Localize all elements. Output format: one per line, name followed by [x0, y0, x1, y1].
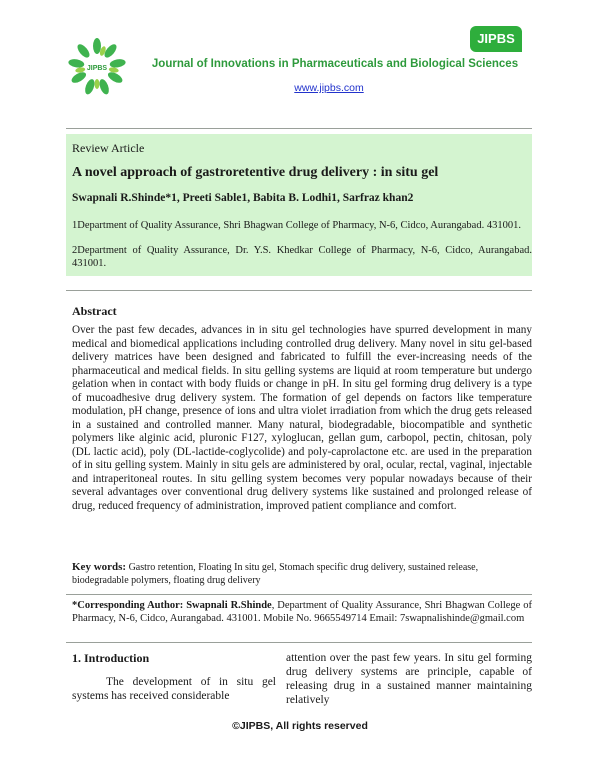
affiliation-2: 2Department of Quality Assurance, Dr. Y.S. Khedkar College of Pharmacy, N-6, Cidco, Aurangabad. 431001.: [72, 245, 532, 269]
divider-above-abstract: [66, 290, 532, 291]
article-type: Review Article: [72, 141, 145, 155]
affiliation-1: 1Department of Quality Assurance, Shri Bhagwan College of Pharmacy, N-6, Cidco, Aurangabad. 431001.: [72, 220, 521, 231]
introduction-heading: 1. Introduction: [72, 651, 150, 665]
abstract-body: Over the past few decades, advances in in situ gel technologies have spurred development in many medical and biomedical applications including controlled drug delivery. Many novel in situ gel-based delivery matrices have been designed and fabricated to fulfill the ever-increasing needs of the pharmaceutical and medical fields. In situ gelling systems are liquid at room temperature but undergo gelation when in contact with body fluids or change in pH. In situ gel forming drug delivery is a type of mucoadhesive drug delivery system. The formation of gel depends on factors like temperature modulation, pH change, presence of ions and ultra violet irradiation from which the drug gets released in a sustained and controlled manner. Many natural, biodegradable, biocompatible and synthetic polymers like alginic acid, pluronic F127, xyloglucan, gellan gum, carbopol, pectin, chitosan, poly (DL lactic acid), poly (DL-lactide-coglycolide) and poly-caprolactone etc. are used in the preparation of in situ gelling system. Mainly in situ gels are administered by oral, ocular, rectal, vaginal, injectable and intraperitoneal routes. In situ gelling system becomes very popular nowadays because of their several advantages over conventional drug delivery systems like sustained and prolonged release of drug, reduced frequency of administration, improved patient compliance and comfort.: [72, 324, 532, 512]
corresponding-author-details: , Department of Quality Assurance, Shri Bhagwan College of Pharmacy, N-6, Cidco, Aurangabad. 431001. Mobile No. 9665549714 Email: 7swapnalishinde@gmail.com: [72, 600, 532, 624]
article-title: A novel approach of gastroretentive drug delivery : in situ gel: [72, 165, 439, 180]
introduction-left-text: The development of in situ gel systems has received considerable: [72, 676, 276, 702]
author-list: Swapnali R.Shinde*1, Preeti Sable1, Babita B. Lodhi1, Sarfraz khan2: [72, 192, 414, 204]
header-divider: [66, 128, 532, 129]
introduction-right-column: attention over the past few years. In situ gel forming drug delivery systems are principle, capable of releasing drug in a sustained manner maintaining relatively: [286, 652, 532, 706]
keywords: [72, 561, 532, 587]
journal-url-link[interactable]: www.jipbs.com: [294, 82, 364, 94]
introduction-left-column: [72, 675, 276, 703]
keywords-text: Gastro retention, Floating In situ gel, Stomach specific drug delivery, sustained release, biodegradable polymers, floating drug delivery: [72, 562, 479, 586]
svg-text:JIPBS: JIPBS: [86, 65, 108, 72]
keywords-label: Key words:: [72, 561, 127, 573]
corresponding-author: [72, 599, 532, 625]
divider-above-introduction: [66, 642, 532, 643]
abstract-heading: Abstract: [72, 304, 117, 318]
divider-above-correspondence: [66, 594, 532, 595]
copyright-footer: ©JIPBS, All rights reserved: [232, 720, 368, 732]
journal-title: Journal of Innovations in Pharmaceuticals and Biological Sciences: [151, 58, 519, 70]
jipbs-badge: JIPBS: [470, 26, 522, 52]
corresponding-author-label: *Corresponding Author: Swapnali R.Shinde: [72, 600, 272, 611]
journal-logo: [68, 38, 126, 96]
